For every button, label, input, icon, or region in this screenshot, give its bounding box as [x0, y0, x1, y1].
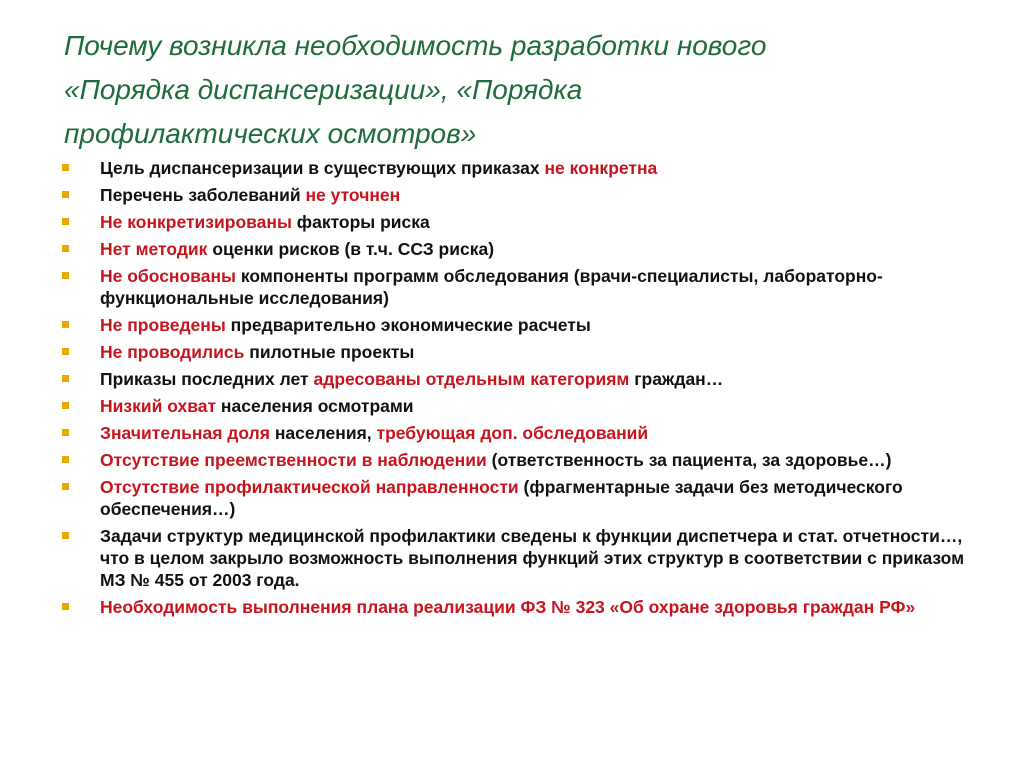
bullet-item	[60, 395, 980, 417]
square-bullet-icon	[62, 321, 69, 328]
title-line: Почему возникла необходимость разработки нового	[64, 30, 767, 61]
emphasis-text: Не проводились	[100, 342, 245, 362]
emphasis-text: не конкретна	[544, 158, 658, 178]
emphasis-text: Не обоснованы	[100, 266, 236, 286]
emphasis-text: Отсутствие преемственности в наблюдении	[100, 450, 487, 470]
bullet-item	[60, 314, 980, 336]
bullet-text: населения,	[270, 423, 377, 443]
bullet-item	[60, 476, 980, 520]
square-bullet-icon	[62, 218, 69, 225]
title-line: «Порядка диспансеризации», «Порядка	[64, 74, 583, 105]
bullet-item	[60, 211, 980, 233]
bullet-item	[60, 184, 980, 206]
bullet-item	[60, 265, 980, 309]
square-bullet-icon	[62, 191, 69, 198]
emphasis-text: не уточнен	[305, 185, 401, 205]
square-bullet-icon	[62, 429, 69, 436]
emphasis-text: Отсутствие профилактической направленности	[100, 477, 519, 497]
square-bullet-icon	[62, 483, 69, 490]
bullet-text: Приказы последних лет	[100, 369, 314, 389]
bullet-item	[60, 596, 980, 618]
square-bullet-icon	[62, 603, 69, 610]
bullet-item	[60, 422, 980, 444]
bullet-item	[60, 341, 980, 363]
emphasis-text: требующая доп. обследований	[376, 423, 649, 443]
bullet-text: предварительно экономические расчеты	[225, 315, 591, 335]
emphasis-text: адресованы отдельным категориям	[313, 369, 630, 389]
bullet-text: компоненты программ обследования (врачи-специалисты, лабораторно-функциональные исследования)	[100, 266, 883, 308]
bullet-text: оценки рисков (в т.ч. ССЗ риска)	[207, 239, 495, 259]
emphasis-text: Низкий охват	[100, 396, 217, 416]
emphasis-text: Не конкретизированы	[100, 212, 292, 232]
bullet-text: населения осмотрами	[216, 396, 414, 416]
emphasis-text: Значительная доля	[100, 423, 270, 443]
square-bullet-icon	[62, 456, 69, 463]
bullet-item	[60, 525, 980, 591]
bullet-text: Задачи структур медицинской профилактики сведены к функции диспетчера и стат. отчетности…, что в целом закрыло возможность выполнения функций этих структур в соответствии с приказом МЗ № 455 от 2003 года.	[100, 526, 965, 590]
bullet-text: граждан…	[629, 369, 724, 389]
bullet-item	[60, 157, 980, 179]
square-bullet-icon	[62, 348, 69, 355]
bullet-list	[60, 157, 980, 623]
bullet-text: (ответственность за пациента, за здоровье…)	[486, 450, 892, 470]
bullet-text: пилотные проекты	[244, 342, 415, 362]
bullet-item	[60, 449, 980, 471]
bullet-item	[60, 368, 980, 390]
square-bullet-icon	[62, 532, 69, 539]
square-bullet-icon	[62, 164, 69, 171]
square-bullet-icon	[62, 245, 69, 252]
bullet-text: Перечень заболеваний	[100, 185, 306, 205]
bullet-text: Цель диспансеризации в существующих приказах	[100, 158, 545, 178]
bullet-text: (фрагментарные задачи без методического обеспечения…)	[100, 477, 903, 519]
square-bullet-icon	[62, 375, 69, 382]
emphasis-text: Нет методик	[100, 239, 208, 259]
emphasis-text: Необходимость выполнения плана реализации ФЗ № 323 «Об охране здоровья граждан РФ»	[100, 597, 916, 617]
bullet-text: факторы риска	[291, 212, 430, 232]
title-line: профилактических осмотров»	[64, 118, 477, 149]
bullet-item	[60, 238, 980, 260]
emphasis-text: Не проведены	[100, 315, 226, 335]
slide-title	[64, 24, 964, 156]
square-bullet-icon	[62, 402, 69, 409]
square-bullet-icon	[62, 272, 69, 279]
